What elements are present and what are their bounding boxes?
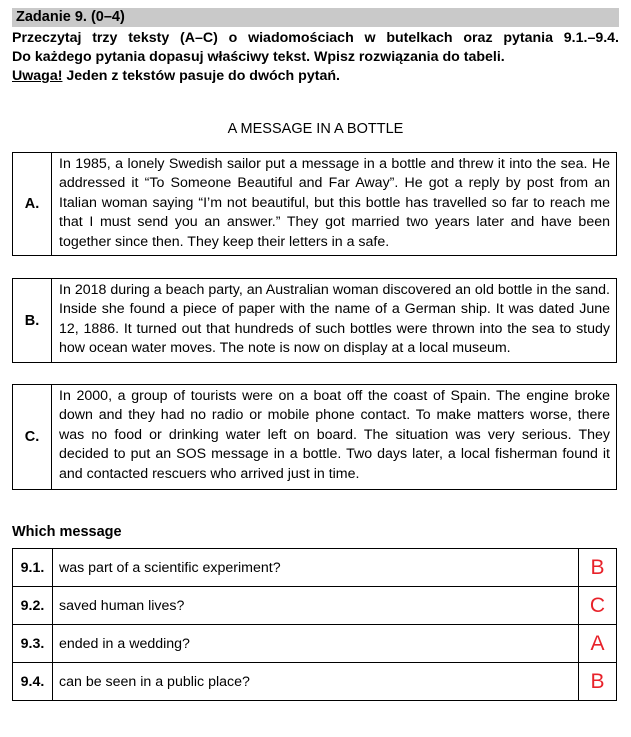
question-text: ended in a wedding? xyxy=(53,625,579,663)
answer-cell[interactable]: C xyxy=(579,587,617,625)
instruction-line-2: Do każdego pytania dopasuj właściwy tekst. Wpisz rozwiązania do tabeli. xyxy=(12,49,505,65)
text-letter: A. xyxy=(13,153,52,255)
text-body: In 1985, a lonely Swedish sailor put a message in a bottle and threw it into the sea. He addressed it “To Someone Beautiful and Far Away”. He got a reply by post from an Italian woman saying “I’m not beautiful, but this bottle has travelled so far to reach me that I must send you an answer.” They got married two years later and have been together since then. They keep their letters in a safe. xyxy=(59,156,610,250)
text-letter: B. xyxy=(13,279,52,362)
text-body: In 2018 during a beach party, an Australian woman discovered an old bottle in the sand. Inside she found a piece of paper with the name of a German ship. It was dated June 12, 1886. It turned out that hundreds of such bottles were thrown into the sea to study how ocean water moves. The note is now on display at a local museum. xyxy=(59,282,610,357)
table-row xyxy=(13,625,617,663)
text-box-c xyxy=(12,384,617,490)
question-number: 9.3. xyxy=(13,625,53,663)
instruction-note xyxy=(12,67,619,86)
instruction-line-1: Przeczytaj trzy teksty (A–C) o wiadomościach w butelkach oraz pytania 9.1.–9.4. xyxy=(12,30,619,46)
text-body: In 2000, a group of tourists were on a boat off the coast of Spain. The engine broke down and they had no radio or mobile phone contact. To make matters worse, there was no food or drinking water left on board. The situation was very serious. They decided to put an SOS message in a bottle. Two days later, a local fisherman found it and contacted rescuers who arrived just in time. xyxy=(59,388,610,482)
instructions xyxy=(12,29,619,86)
note-text: Jeden z tekstów pasuje do dwóch pytań. xyxy=(62,68,340,84)
question-number: 9.4. xyxy=(13,663,53,701)
text-box-a xyxy=(12,152,617,256)
text-letter: C. xyxy=(13,385,52,489)
table-row xyxy=(13,549,617,587)
answer-cell[interactable]: B xyxy=(579,663,617,701)
answer-cell[interactable]: B xyxy=(579,549,617,587)
table-row xyxy=(13,587,617,625)
question-text: can be seen in a public place? xyxy=(53,663,579,701)
question-text: saved human lives? xyxy=(53,587,579,625)
table-row xyxy=(13,663,617,701)
which-message-label: Which message xyxy=(12,524,122,540)
task-header: Zadanie 9. (0–4) xyxy=(12,8,619,27)
answer-cell[interactable]: A xyxy=(579,625,617,663)
answer-table xyxy=(12,548,617,701)
note-label: Uwaga! xyxy=(12,68,63,84)
text-box-b xyxy=(12,278,617,363)
question-text: was part of a scientific experiment? xyxy=(53,549,579,587)
text-title: A MESSAGE IN A BOTTLE xyxy=(227,121,404,137)
question-number: 9.2. xyxy=(13,587,53,625)
question-number: 9.1. xyxy=(13,549,53,587)
